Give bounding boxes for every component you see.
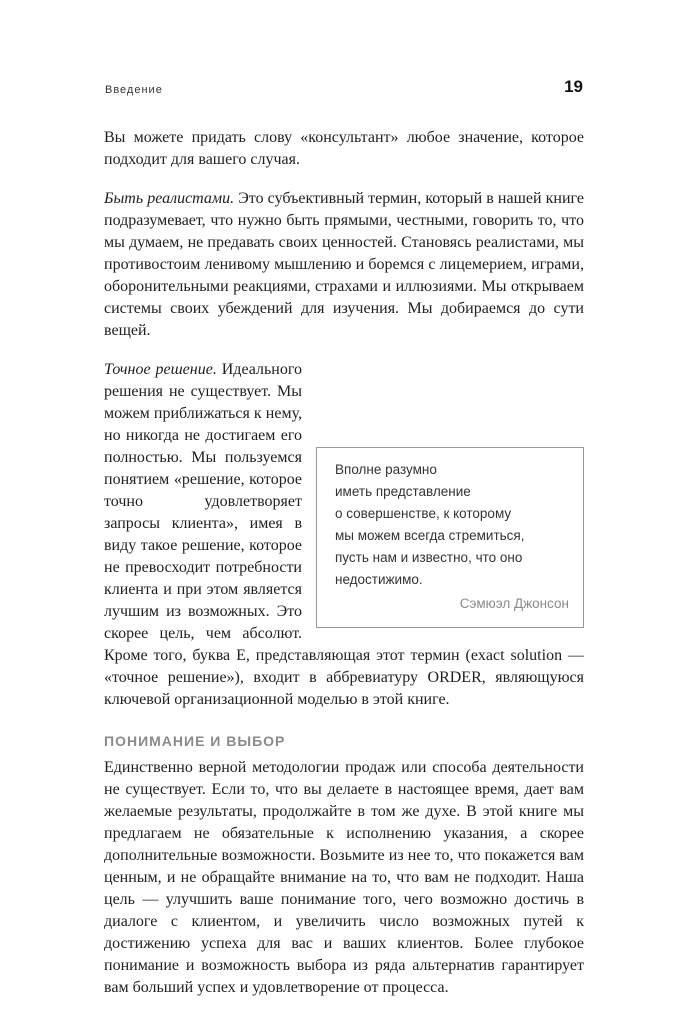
- quote-text: Вполне разумно иметь представление о совершенстве, к которому мы можем всегда стремиться, пусть нам и известно, что оно недостижимо.: [335, 462, 525, 587]
- pull-quote: [316, 447, 584, 628]
- paragraph-exact-solution: [104, 359, 584, 711]
- paragraph-consultant: [104, 127, 584, 171]
- paragraph-text: Идеального решения не существует. Мы можем приближаться к нему, но никогда не достигаем его полностью. Мы пользуемся понятием «решение, которое точно удовлетворяет запросы клиента», имея в виду такое решение, которое не превосходит потребности клиента и при этом является лучшим из возможных. Это скорее цель, чем абсолют. Кроме того, буква E, представляющая этот термин (exact solution — «точное решение»), входит в аббревиатуру ORDER, являющуюся ключевой организационной моделью в этой книге.: [104, 361, 584, 708]
- paragraph-understanding: [104, 757, 584, 999]
- paragraph-text: Вы можете придать слову «консультант» любое значение, которое подходит для вашего случая.: [104, 129, 584, 168]
- term-realists: Быть реалистами.: [104, 190, 235, 207]
- term-exact-solution: Точное решение.: [104, 361, 217, 378]
- running-head: Введение: [105, 84, 163, 96]
- paragraph-text: Это субъективный термин, который в нашей книге подразумевает, что нужно быть прямыми, честными, говорить то, что мы думаем, не предавать своих ценностей. Становясь реалистами, мы противостоим ленивому мышлению и боремся с лицемерием, играми, оборонительными реакциями, страхами и иллюзиями. Мы открываем системы своих убеждений для изучения. Мы добираемся до сути вещей.: [104, 190, 584, 339]
- page-number: 19: [564, 77, 583, 96]
- paragraph-realists: [104, 188, 584, 342]
- section-heading: ПОНИМАНИЕ И ВЫБОР: [104, 733, 286, 749]
- quote-author: Сэмюэл Джонсон: [459, 596, 569, 611]
- paragraph-text: Единственно верной методологии продаж или способа деятельности не существует. Если то, что вы делаете в настоящее время, дает вам желаемые результаты, продолжайте в том же духе. В этой книге мы предлагаем не обязательные к исполнению указания, а скорее дополнительные возможности. Возьмите из нее то, что покажется вам ценным, и не обращайте внимание на то, что вам не подходит. Наша цель — улучшить ваше понимание того, чего возможно достичь в диалоге с клиентом, и увеличить число возможных путей к достижению успеха для вас и ваших клиентов. Более глубокое понимание и возможность выбора из ряда альтернатив гарантирует вам больший успех и удовлетворение от процесса.: [104, 759, 584, 996]
- page-body: [104, 127, 584, 1016]
